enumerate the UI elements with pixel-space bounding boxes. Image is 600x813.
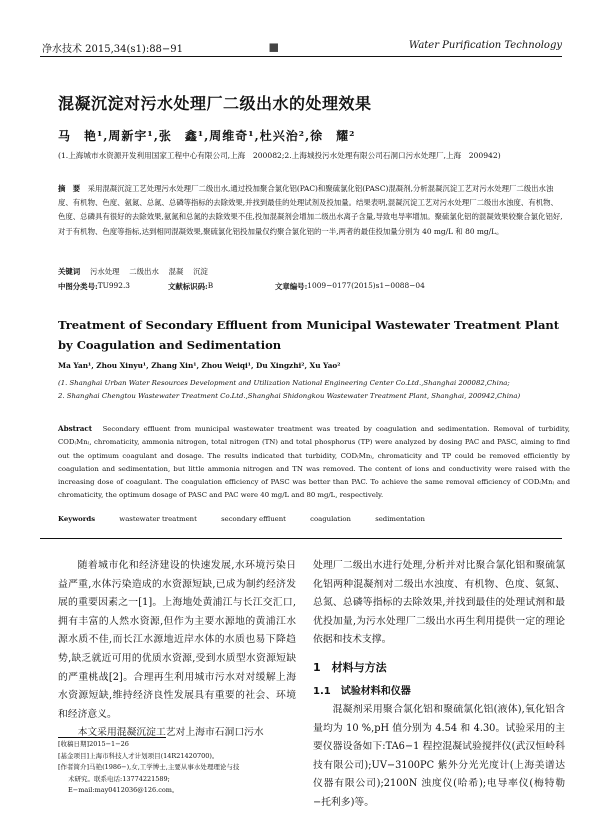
intro-paragraph-2-start: 本文采用混凝沉淀工艺对上海市石洞口污水 — [77, 727, 264, 739]
section-rule — [40, 538, 562, 539]
clc-value: TU992.3 — [97, 281, 131, 290]
header-rule — [40, 56, 562, 57]
footnote-fund: [基金项目]上海市科技人才计划项目(14R21420700)。 — [58, 751, 219, 760]
journal-info: 净水技术 2015,34(s1):88−91 — [42, 44, 184, 55]
en-authors: Ma Yan¹, Zhou Xinyu¹, Zhang Xin¹, Zhou Weiqi¹, Du Xingzhi², Xu Yao² — [58, 361, 341, 370]
cn-keywords-label: 关键词 — [58, 267, 81, 276]
en-keyword: sedimentation — [375, 515, 425, 523]
en-abstract-text: Secondary effluent from municipal wastewater treatment was treated by coagulation and sedimentation. Removal of turbidity, COD₍Mn₎, chromaticity, ammonia nitrogen, total nitrogen (TN) and total phosphorus (TP) were analyzed by dosing PAC and PASC, aiming to find out the optimum coagulant and dosage. The results indicated that turbidity, COD₍Mn₎, chromaticity and TP could be removed efficiently by coagulation and sedimentation, but little ammonia nitrogen and TN was removed. The content of ions and conductivity were raised with the increasing dose of coagulant. The coagulation efficiency of PASC was better than PAC. To achieve the same removal efficiency of COD₍Mn₎ and chromaticity, the optimum dosage of PASC and PAC were 40 mg/L and 80 mg/L, respectively. — [58, 425, 570, 500]
en-keyword: wastewater treatment — [119, 515, 197, 523]
cn-keyword: 沉淀 — [193, 267, 208, 276]
cn-abstract — [58, 182, 564, 239]
footnote-author-bio-2: 术研究。联系电话:13774221589; — [68, 774, 170, 783]
page-marker: ▪ — [268, 37, 280, 57]
en-affiliation-2: 2. Shanghai Chengtou Wastewater Treatment Co.Ltd.,Shanghai Shidongkou Wastewater Treatment Plant, Shanghai, 200942,China) — [58, 391, 521, 400]
footnote-rule — [58, 737, 166, 738]
en-abstract — [58, 422, 570, 503]
doc-code-label: 文献标识码: — [168, 282, 208, 291]
footnote-email: E−mail:may0412036@126.com。 — [68, 786, 179, 795]
en-abstract-label: Abstract — [58, 424, 93, 433]
section-heading-1: 1 材料与方法 — [313, 660, 387, 674]
article-no-label: 文章编号: — [275, 282, 308, 291]
en-keyword: coagulation — [310, 515, 351, 523]
doc-code-value: B — [207, 281, 214, 290]
footnote-author-bio: [作者简介]马艳(1986−),女,工学博士,主要从事水处理理论与技 — [58, 763, 240, 772]
cn-keyword: 混凝 — [168, 267, 184, 276]
journal-name-en: Water Purification Technology — [408, 40, 562, 51]
en-keywords — [58, 515, 570, 523]
en-affiliation — [58, 377, 578, 402]
intro-paragraph-2-cont: 处理厂二级出水进行处理,分析并对比聚合氯化铝和聚硫氯化铝两种混凝剂对二级出水浊度、有机物、色度、氨氮、总氮、总磷等指标的去除效果,并找到最佳的处理试剂和最优投加量,为污水处理厂二级出水再生利用提供一定的理论依据和技术支撑。 — [313, 560, 565, 646]
footnote — [58, 739, 298, 797]
article-no-value: 1009−0177(2015)s1−0088−04 — [307, 281, 425, 290]
cn-abstract-label: 摘 要 — [58, 184, 81, 193]
body-column-left — [58, 557, 296, 743]
cn-keyword: 污水处理 — [89, 267, 120, 276]
cn-keyword: 二级出水 — [129, 267, 159, 276]
cn-keywords — [58, 266, 208, 277]
clc-label: 中图分类号: — [58, 282, 98, 291]
en-keywords-label: Keywords — [58, 515, 96, 523]
section-heading-1-1: 1.1 试验材料和仪器 — [313, 685, 411, 697]
en-title: Treatment of Secondary Effluent from Municipal Wastewater Treatment Plant by Coagulation and Sedimentation — [58, 318, 560, 352]
body-column-right — [313, 557, 565, 813]
footnote-received: [收稿日期]2015−1−26 — [58, 740, 129, 748]
materials-paragraph: 混凝剂采用聚合氯化铝和聚硫氯化铝(液体),氧化铝含量均为 10 %,pH 值分别为 4.54 和 4.30。试验采用的主要仪器设备如下:TA6−1 程控混凝试验搅拌仪(武汉恒岭科技有限公司);UV−3100PC 紫外分光光度计(上海美谱达仪器有限公司);2100N 浊度仪(哈希);电导率仪(梅特勒−托利多)等。 — [313, 703, 565, 808]
en-keyword: secondary effluent — [221, 515, 286, 523]
en-affiliation-1: (1. Shanghai Urban Water Resources Development and Utilization National Engineering Center Co.Ltd.,Shanghai 200082,China; — [58, 379, 510, 387]
cn-affiliation: (1.上海城市水资源开发利用国家工程中心有限公司,上海 200082;2.上海城投污水处理有限公司石洞口污水处理厂,上海 200942) — [58, 151, 501, 160]
cn-title: 混凝沉淀对污水处理厂二级出水的处理效果 — [58, 94, 372, 113]
cn-authors: 马 艳¹,周新宇¹,张 鑫¹,周维奇¹,杜兴治²,徐 耀² — [58, 129, 356, 143]
intro-paragraph-1: 随着城市化和经济建设的快速发展,水环境污染日益严重,水体污染造成的水资源短缺,已成为制约经济发展的重要因素之一[1]。上海地处黄浦江与长江交汇口,拥有丰富的人然水资源,但作为主要水源地的黄浦江水源水质不佳,而长江水源地近岸水体的水质也易下降趋势,缺乏就近可用的优质水资源,受到水质型水资源短缺的严重桃战[2]。合理再生利用城市污水对对缓解上海水资源短缺,维持经济良性发展具有重要的社会、环境和经济意义。 — [58, 560, 296, 720]
cn-abstract-text: 采用混凝沉淀工艺处理污水处理厂二级出水,通过投加聚合氯化铝(PAC)和聚硫氯化铝(PASC)混凝剂,分析混凝沉淀工艺对污水处理厂二级出水浊度、有机物、色度、氨氮、总氮、总磷等指标的去除效果,并找到最佳的处理试剂及投加量。结果表明,混凝沉淀工艺对污水处理厂二级出水浊度、有机物、色度、总磷具有很好的去除效果,氨氮和总氮的去除效果不佳,投加混凝剂会增加二级出水离子含量,导致电导率增加。聚硫氯化铝的混凝效果较聚合氯化铝好,对于有机物、色度等指标,达到相同混凝效果,聚硫氯化铝投加量仅约聚合氯化铝的一半,两者的最佳投加量分别为 40 mg/L 和 80 mg/L。 — [58, 184, 563, 236]
